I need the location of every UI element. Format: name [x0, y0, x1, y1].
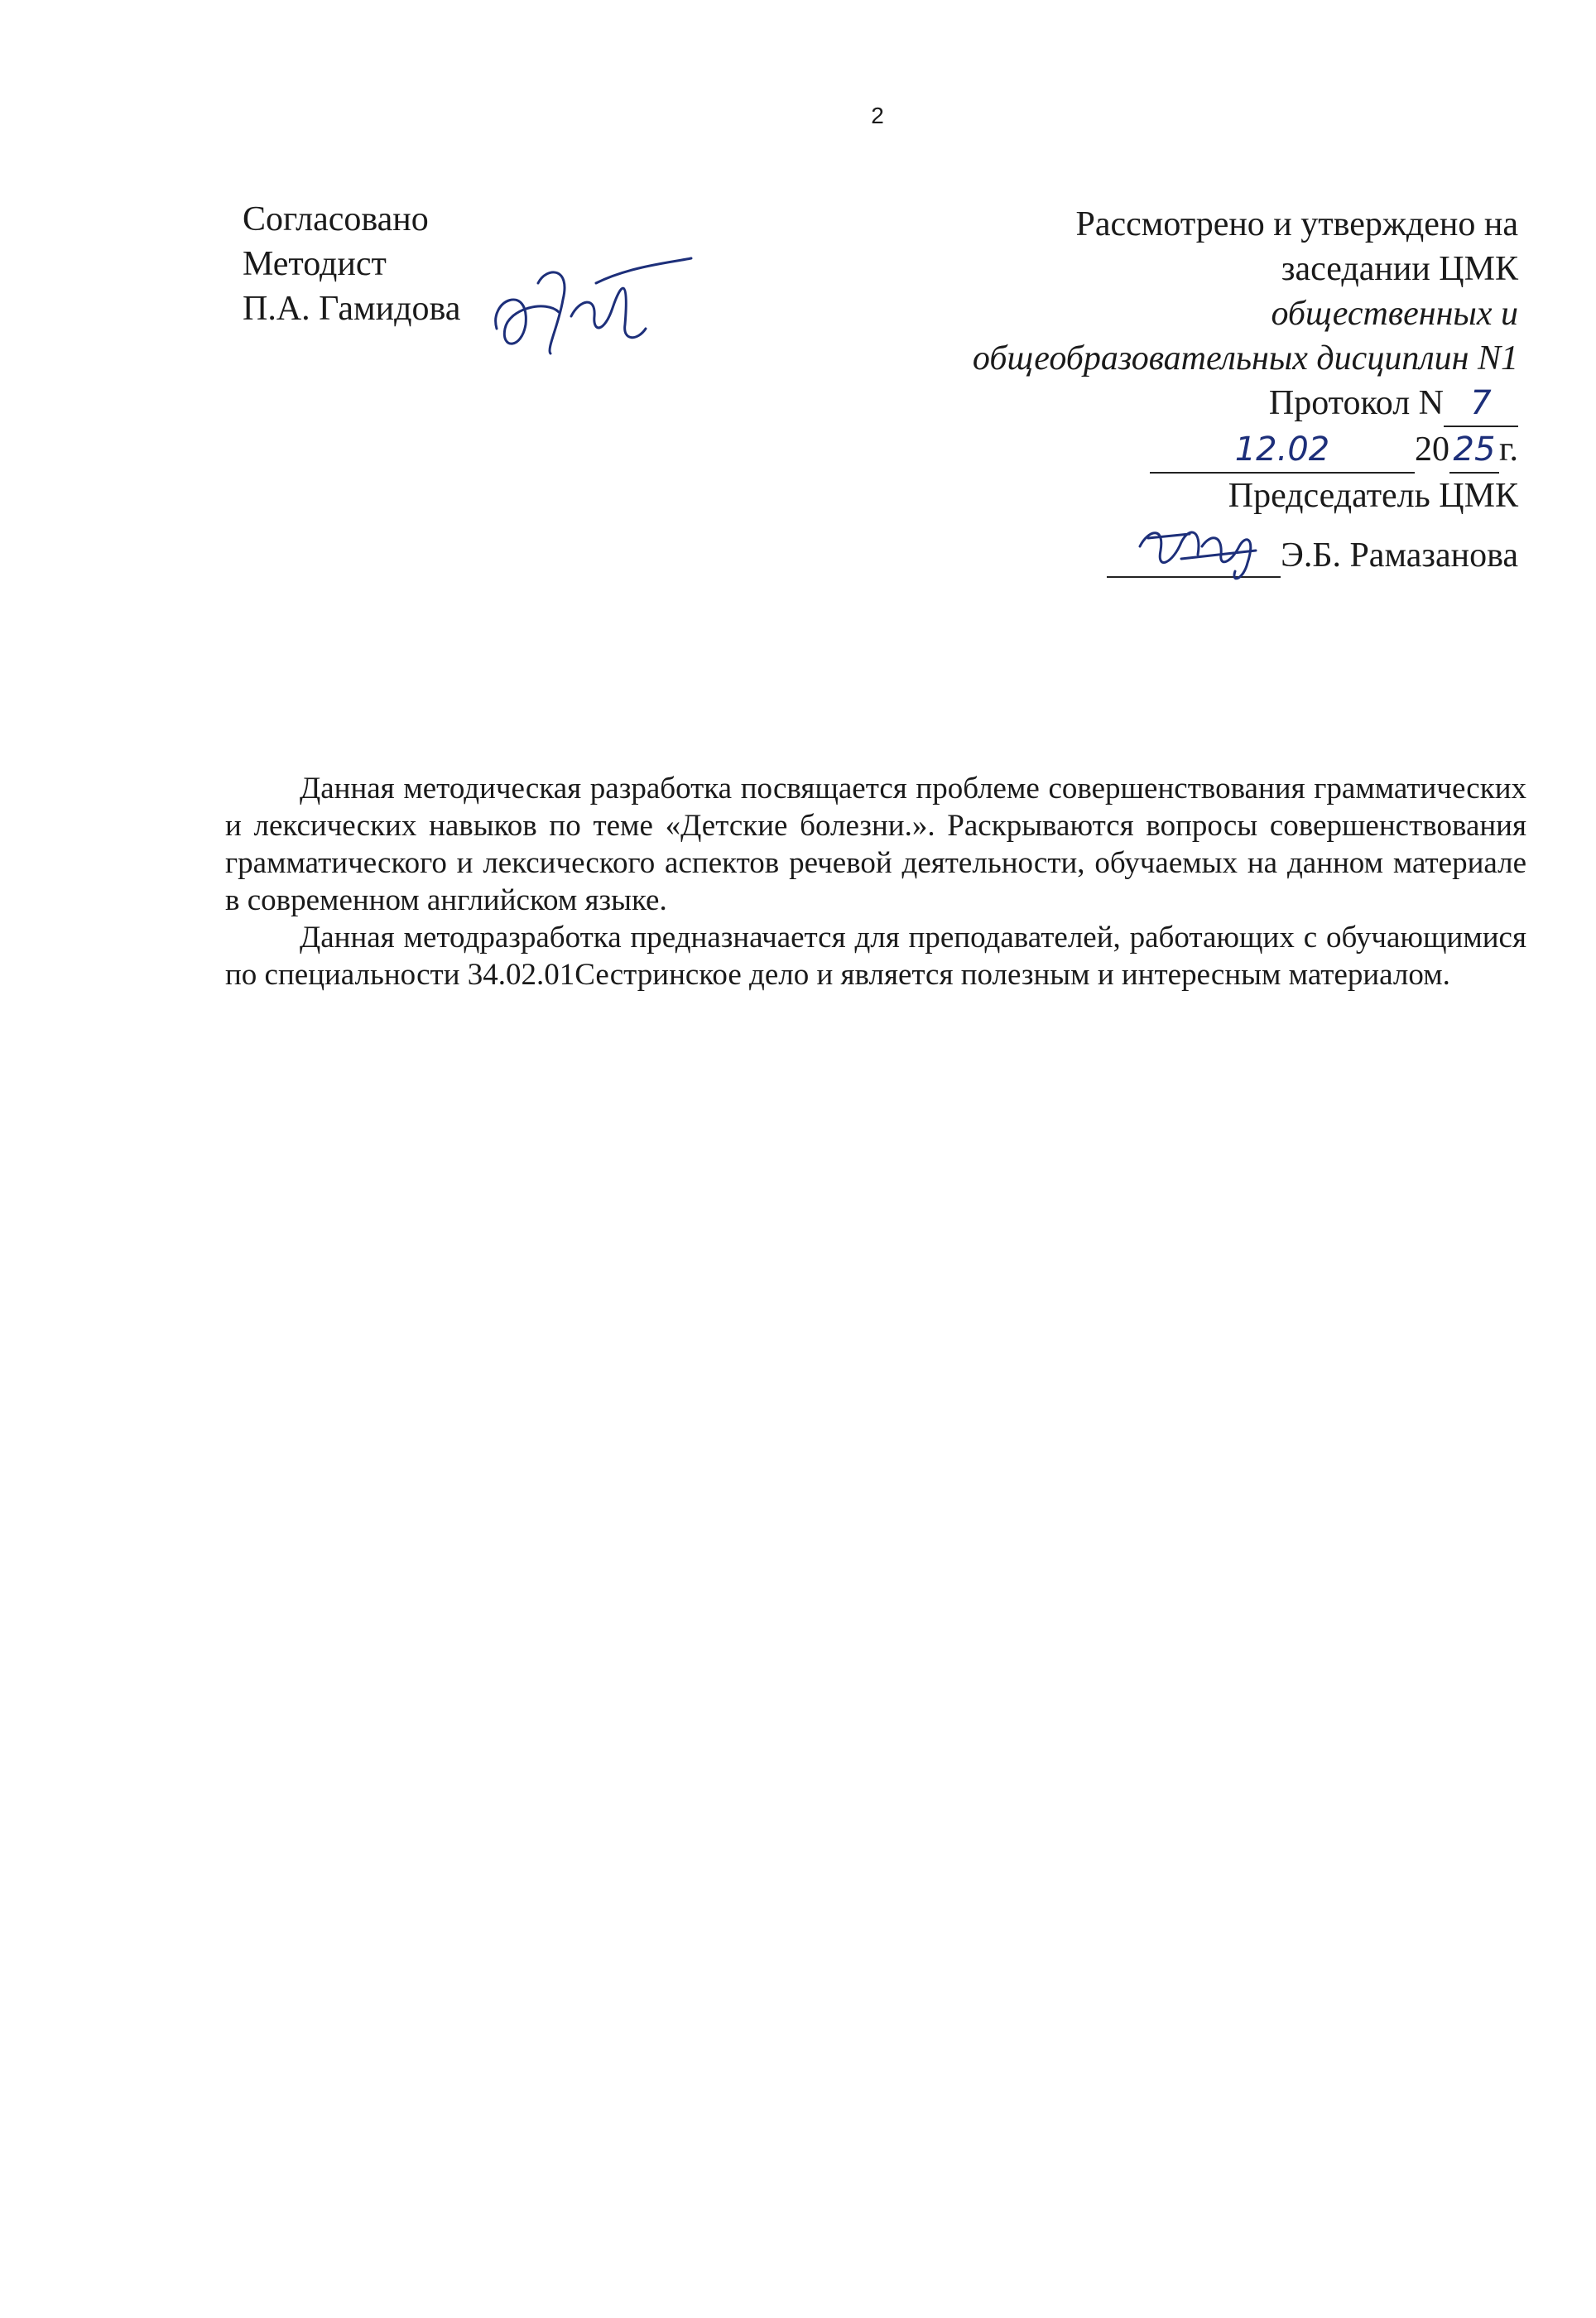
approval-right-committee-1: общественных и	[1271, 295, 1518, 333]
approval-right-title: Рассмотрено и утверждено на	[1075, 205, 1518, 243]
chair-name: Э.Б. Рамазанова	[1281, 536, 1518, 575]
protocol-label: Протокол N	[1268, 384, 1444, 422]
approval-left-name: П.А. Гамидова	[243, 290, 461, 328]
chair-signature	[1107, 518, 1281, 578]
approval-right-block	[973, 202, 1518, 578]
body-text	[225, 770, 1526, 993]
approval-right-meeting: заседании ЦМК	[1281, 250, 1518, 288]
protocol-year-label: г.	[1499, 430, 1518, 469]
protocol-line	[973, 381, 1518, 427]
chair-line	[973, 518, 1518, 578]
approval-left-position: Методист	[243, 245, 387, 283]
page-number: 2	[871, 103, 884, 128]
chair-title: Председатель ЦМК	[1228, 477, 1518, 515]
protocol-date: 12.02	[1150, 427, 1415, 474]
protocol-number: 7	[1444, 381, 1518, 427]
methodist-signature	[480, 250, 695, 366]
protocol-year-suffix: 25	[1449, 427, 1499, 474]
protocol-year-prefix: 20	[1415, 430, 1449, 469]
body-paragraph-1: Данная методическая разработка посвящается проблеме совершенствования грамматических и лексических навыков по теме «Детские болезни.». Раскрываются вопросы совершенствования грамматического и лексического аспектов речевой деятельности, обучаемых на данном материале в современном английском языке.	[225, 772, 1526, 917]
approval-left-block	[243, 197, 460, 331]
approval-left-agreed: Согласовано	[243, 200, 429, 238]
body-paragraph-2: Данная методразработка предназначается для преподавателей, работающих с обучающимися по специальности 34.02.01Сестринское дело и является полезным и интересным материалом.	[225, 921, 1526, 992]
approval-right-committee-2: общеобразовательных дисциплин N1	[972, 339, 1518, 378]
protocol-date-line	[973, 427, 1518, 474]
